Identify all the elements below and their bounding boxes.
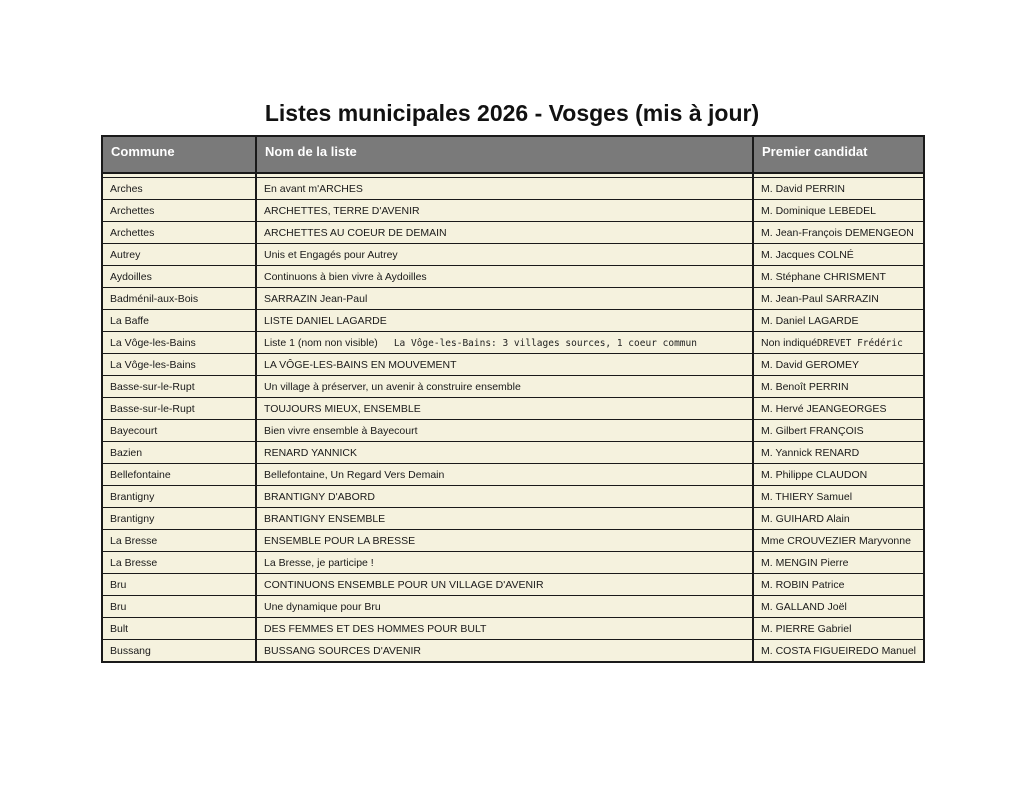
table-row bbox=[102, 442, 924, 464]
candidate-name: M. MENGIN Pierre bbox=[761, 556, 849, 569]
list-name: Continuons à bien vivre à Aydoilles bbox=[264, 270, 427, 283]
list-name: TOUJOURS MIEUX, ENSEMBLE bbox=[264, 402, 421, 415]
cell-premier-candidat bbox=[753, 464, 924, 486]
cell-premier-candidat bbox=[753, 354, 924, 376]
candidate-name: M. Stéphane CHRISMENT bbox=[761, 270, 886, 283]
cell-commune: La Vôge-les-Bains bbox=[102, 332, 256, 354]
column-header-nom-de-la-liste: Nom de la liste bbox=[256, 136, 753, 173]
candidate-name: M. ROBIN Patrice bbox=[761, 578, 845, 591]
list-name: BRANTIGNY ENSEMBLE bbox=[264, 512, 386, 525]
table-row bbox=[102, 486, 924, 508]
cell-premier-candidat bbox=[753, 508, 924, 530]
table-row bbox=[102, 332, 924, 354]
municipal-lists-table bbox=[101, 135, 925, 663]
candidate-name: Non indiqué bbox=[761, 336, 818, 349]
cell-commune: Bayecourt bbox=[102, 420, 256, 442]
table-row bbox=[102, 266, 924, 288]
candidate-name: M. PIERRE Gabriel bbox=[761, 622, 852, 635]
table-row bbox=[102, 574, 924, 596]
cell-premier-candidat bbox=[753, 310, 924, 332]
table-row bbox=[102, 420, 924, 442]
cell-commune: Bru bbox=[102, 574, 256, 596]
cell-nom-de-la-liste bbox=[256, 442, 753, 464]
candidate-name: M. Hervé JEANGEORGES bbox=[761, 402, 887, 415]
cell-nom-de-la-liste bbox=[256, 398, 753, 420]
table-row bbox=[102, 288, 924, 310]
table-row bbox=[102, 530, 924, 552]
column-header-commune: Commune bbox=[102, 136, 256, 173]
candidate-name: M. Jean-Paul SARRAZIN bbox=[761, 292, 879, 305]
list-name: ARCHETTES, TERRE D'AVENIR bbox=[264, 204, 420, 217]
list-name: RENARD YANNICK bbox=[264, 446, 357, 459]
list-name: BRANTIGNY D'ABORD bbox=[264, 490, 375, 503]
candidate-name: M. Yannick RENARD bbox=[761, 446, 860, 459]
cell-commune: La Bresse bbox=[102, 530, 256, 552]
cell-commune: Archettes bbox=[102, 222, 256, 244]
candidate-name: M. Dominique LEBEDEL bbox=[761, 204, 876, 217]
cell-premier-candidat bbox=[753, 486, 924, 508]
cell-premier-candidat bbox=[753, 442, 924, 464]
table-row bbox=[102, 244, 924, 266]
page-title: Listes municipales 2026 - Vosges (mis à jour) bbox=[264, 100, 760, 126]
candidate-name: M. Jacques COLNÉ bbox=[761, 248, 854, 261]
list-name: BUSSANG SOURCES D'AVENIR bbox=[264, 644, 422, 657]
cell-nom-de-la-liste bbox=[256, 376, 753, 398]
cell-nom-de-la-liste bbox=[256, 332, 753, 354]
cell-premier-candidat bbox=[753, 288, 924, 310]
candidate-name: M. Gilbert FRANÇOIS bbox=[761, 424, 864, 437]
cell-nom-de-la-liste bbox=[256, 354, 753, 376]
list-name: CONTINUONS ENSEMBLE POUR UN VILLAGE D'AVENIR bbox=[264, 578, 544, 591]
table-row bbox=[102, 596, 924, 618]
cell-commune: Autrey bbox=[102, 244, 256, 266]
table-row bbox=[102, 310, 924, 332]
list-name-note: La Vôge-les-Bains: 3 villages sources, 1 coeur commun bbox=[393, 337, 697, 349]
cell-nom-de-la-liste bbox=[256, 618, 753, 640]
table-row bbox=[102, 222, 924, 244]
cell-nom-de-la-liste bbox=[256, 574, 753, 596]
cell-nom-de-la-liste bbox=[256, 508, 753, 530]
cell-commune: Brantigny bbox=[102, 508, 256, 530]
table-row bbox=[102, 398, 924, 420]
cell-nom-de-la-liste bbox=[256, 530, 753, 552]
cell-premier-candidat bbox=[753, 200, 924, 222]
cell-commune: Bult bbox=[102, 618, 256, 640]
cell-premier-candidat bbox=[753, 574, 924, 596]
cell-premier-candidat bbox=[753, 332, 924, 354]
list-name: ARCHETTES AU COEUR DE DEMAIN bbox=[264, 226, 447, 239]
cell-nom-de-la-liste bbox=[256, 420, 753, 442]
table-row bbox=[102, 640, 924, 663]
candidate-name: M. David PERRIN bbox=[761, 182, 846, 195]
cell-premier-candidat bbox=[753, 376, 924, 398]
candidate-name: Mme CROUVEZIER Maryvonne bbox=[761, 534, 911, 547]
list-name: Une dynamique pour Bru bbox=[264, 600, 381, 613]
cell-premier-candidat bbox=[753, 640, 924, 663]
table-row bbox=[102, 552, 924, 574]
cell-commune: Arches bbox=[102, 178, 256, 200]
cell-premier-candidat bbox=[753, 596, 924, 618]
cell-commune: Bru bbox=[102, 596, 256, 618]
cell-premier-candidat bbox=[753, 420, 924, 442]
cell-nom-de-la-liste bbox=[256, 552, 753, 574]
cell-commune: Bellefontaine bbox=[102, 464, 256, 486]
cell-nom-de-la-liste bbox=[256, 596, 753, 618]
cell-commune: La Baffe bbox=[102, 310, 256, 332]
cell-premier-candidat bbox=[753, 222, 924, 244]
cell-premier-candidat bbox=[753, 552, 924, 574]
table-row bbox=[102, 376, 924, 398]
cell-premier-candidat bbox=[753, 266, 924, 288]
list-name: Bellefontaine, Un Regard Vers Demain bbox=[264, 468, 445, 481]
cell-premier-candidat bbox=[753, 530, 924, 552]
cell-nom-de-la-liste bbox=[256, 464, 753, 486]
cell-commune: Brantigny bbox=[102, 486, 256, 508]
cell-commune: La Vôge-les-Bains bbox=[102, 354, 256, 376]
table-row bbox=[102, 178, 924, 200]
cell-commune: Archettes bbox=[102, 200, 256, 222]
cell-premier-candidat bbox=[753, 178, 924, 200]
table-row bbox=[102, 508, 924, 530]
list-name: DES FEMMES ET DES HOMMES POUR BULT bbox=[264, 622, 487, 635]
cell-nom-de-la-liste bbox=[256, 200, 753, 222]
candidate-name: M. Philippe CLAUDON bbox=[761, 468, 868, 481]
list-name: Un village à préserver, un avenir à construire ensemble bbox=[264, 380, 521, 393]
table-header-row bbox=[102, 136, 924, 173]
cell-nom-de-la-liste bbox=[256, 222, 753, 244]
list-name: La Bresse, je participe ! bbox=[264, 556, 374, 569]
candidate-name: M. THIERY Samuel bbox=[761, 490, 853, 503]
candidate-name: M. David GEROMEY bbox=[761, 358, 860, 371]
list-name: LISTE DANIEL LAGARDE bbox=[264, 314, 387, 327]
cell-premier-candidat bbox=[753, 618, 924, 640]
cell-nom-de-la-liste bbox=[256, 266, 753, 288]
candidate-name: M. COSTA FIGUEIREDO Manuel bbox=[761, 644, 917, 657]
cell-nom-de-la-liste bbox=[256, 640, 753, 663]
list-name: ENSEMBLE POUR LA BRESSE bbox=[264, 534, 416, 547]
list-name: En avant m'ARCHES bbox=[264, 182, 363, 195]
cell-commune: Aydoilles bbox=[102, 266, 256, 288]
cell-commune: Basse-sur-le-Rupt bbox=[102, 376, 256, 398]
cell-commune: Bussang bbox=[102, 640, 256, 663]
table-row bbox=[102, 200, 924, 222]
cell-nom-de-la-liste bbox=[256, 486, 753, 508]
list-name: Bien vivre ensemble à Bayecourt bbox=[264, 424, 418, 437]
cell-commune: Bazien bbox=[102, 442, 256, 464]
list-name: SARRAZIN Jean-Paul bbox=[264, 292, 368, 305]
table-row bbox=[102, 618, 924, 640]
candidate-name: M. GUIHARD Alain bbox=[761, 512, 850, 525]
candidate-note: DREVET Frédéric bbox=[817, 337, 903, 349]
cell-premier-candidat bbox=[753, 398, 924, 420]
table-row bbox=[102, 464, 924, 486]
candidate-name: M. GALLAND Joël bbox=[761, 600, 847, 613]
cell-premier-candidat bbox=[753, 244, 924, 266]
list-name: LA VÔGE-LES-BAINS EN MOUVEMENT bbox=[264, 358, 457, 371]
candidate-name: M. Jean-François DEMENGEON bbox=[761, 226, 914, 239]
candidate-name: M. Benoît PERRIN bbox=[761, 380, 849, 393]
cell-commune: Badménil-aux-Bois bbox=[102, 288, 256, 310]
list-name: Unis et Engagés pour Autrey bbox=[264, 248, 398, 261]
cell-nom-de-la-liste bbox=[256, 244, 753, 266]
cell-nom-de-la-liste bbox=[256, 310, 753, 332]
list-name: Liste 1 (nom non visible) bbox=[264, 336, 378, 349]
candidate-name: M. Daniel LAGARDE bbox=[761, 314, 859, 327]
cell-commune: La Bresse bbox=[102, 552, 256, 574]
cell-nom-de-la-liste bbox=[256, 288, 753, 310]
column-header-premier-candidat: Premier candidat bbox=[753, 136, 924, 173]
cell-commune: Basse-sur-le-Rupt bbox=[102, 398, 256, 420]
table-row bbox=[102, 354, 924, 376]
cell-nom-de-la-liste bbox=[256, 178, 753, 200]
